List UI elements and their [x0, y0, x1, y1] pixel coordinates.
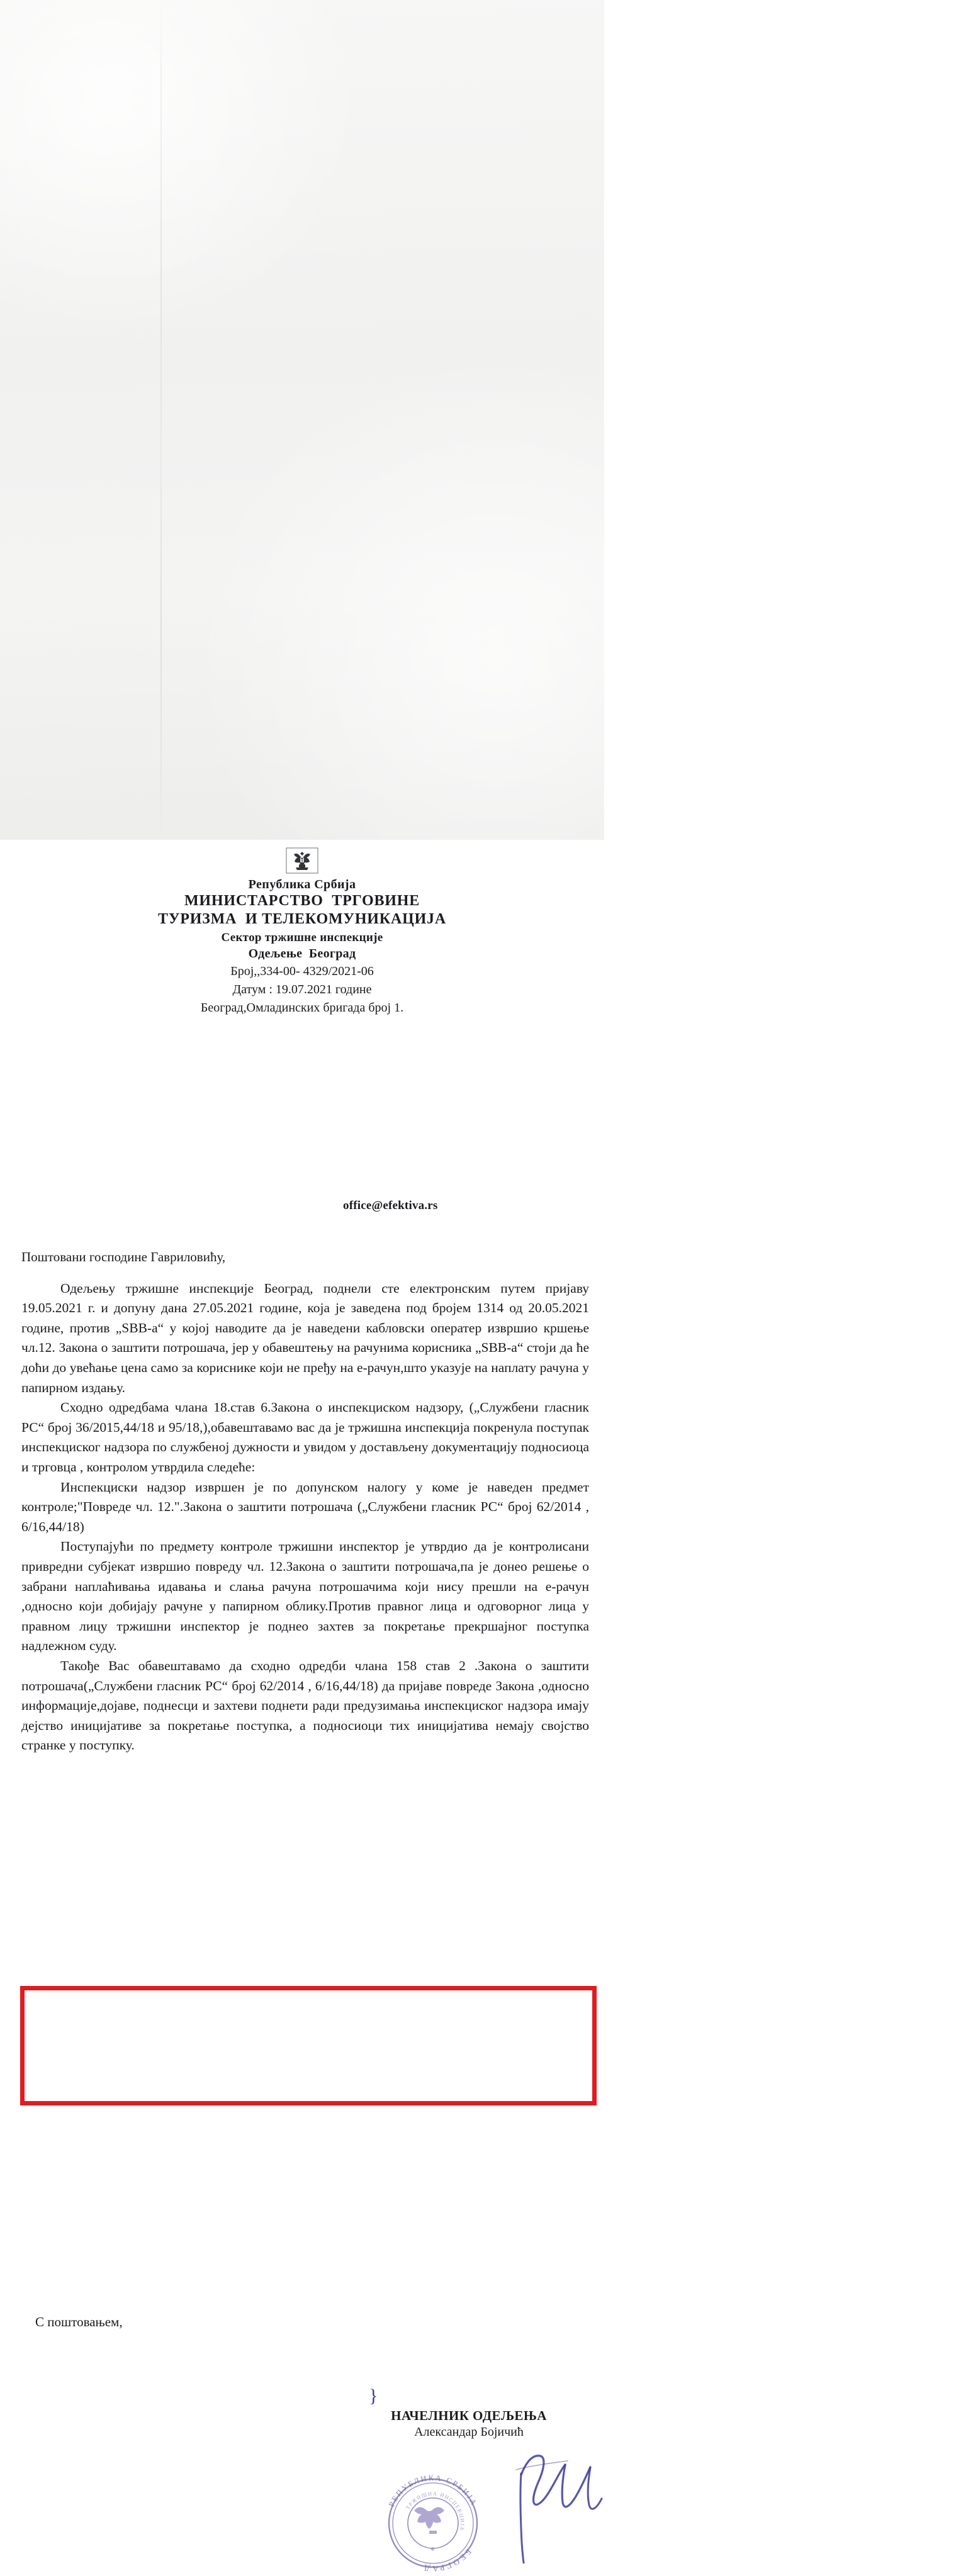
header-date: Датум : 19.07.2021 године: [232, 983, 372, 997]
recipient-email: office@efektiva.rs: [343, 1198, 438, 1212]
header-department: Одељење Београд: [248, 946, 356, 961]
header-republic: Република Србија: [248, 878, 356, 891]
header-sector: Сектор тржишне инспекције: [221, 930, 383, 944]
svg-text:✽: ✽: [430, 2546, 436, 2552]
paragraph-4-highlighted: Поступајући по предмету контроле тржишни инспектор је утврдио да је контролисани привредни субјекат извршио повреду чл. 12.Закона о заштити потрошача,па је донео решење о забрани наплаћивања идавања и слања рачуна потрошачима који нису прешли на е-рачун ,односно који добијају рачуне у папирном облику.Против правног лица и одговорног лица у правном лицу тржишни инспектор је поднео захтев за покретање прекршајног поступка надлежном суду.: [21, 1539, 589, 1654]
salutation: Поштовани господине Гавриловићу,: [21, 1249, 226, 1264]
paragraph-1: Одељењу тржишне инспекције Београд, поднели сте електронским путем пријаву 19.05.2021 г. и допуну дана 27.05.2021 године, која је заведена под бројем 1314 од 20.05.2021 године, против „SBB-a“ у којој наводите да је наведени кабловски оператер извршио кршење чл.12. Закона о заштити потрошача, јер у обавештењу на рачунима корисника „SBB-a“ стоји да ће доћи до увећање цена само за кориснике који не пређу на е-рачун,што указује на наплату рачуна у папирном издању.: [21, 1280, 589, 1395]
letter-body: [21, 1249, 589, 1756]
header-ministry-line-1: МИНИСТАРСТВО ТРГОВИНЕ: [184, 893, 420, 910]
header-address: Београд,Омладинских бригада број 1.: [200, 1001, 404, 1015]
header-reference-number: Број,,334-00- 4329/2021-06: [230, 964, 374, 979]
paragraph-3: Инспекциски надзор извршен је по допунском налогу у коме је наведен предмет контроле;"Повреде чл. 12.".Закона о заштити потрошача („Службени гласник РС“ број 62/2014 , 6/16,44/18): [21, 1479, 589, 1534]
signature-block: [378, 2408, 560, 2439]
handwritten-signature: [505, 2448, 631, 2565]
closing-salutation: С поштовањем,: [35, 2314, 123, 2329]
paragraph-2: Сходно одредбама члана 18.став 6.Закона о инспекциском надзору, („Службени гласник РС“ број 36/2015,44/18 и 95/18,),обавештавамо вас да је тржишна инспекција покренула поступак инспекциског надзора по службеној дужности и увидом у достављену документацију подносиоца и трговца , контролом утврдила следеће:: [21, 1400, 589, 1475]
serbian-coat-of-arms-icon: [286, 847, 318, 874]
official-round-stamp: [380, 2470, 486, 2576]
paper-fold-line: [160, 0, 162, 840]
paragraph-5: Такође Вас обавештавамо да сходно одредби члана 158 став 2 .Закона о заштити потрошача(„Службени гласник РС“ број 62/2014 , 6/16,44/18) да пријаве повреде Закона ,односно информације,дојаве, поднесци и захтеви поднети ради предузимања инспекциског надзора имају дејство иницијативе за покретање поступка, а подносиоци тих иницијатива немају својство странке у поступку.: [21, 1658, 589, 1753]
svg-text:ТРЖИШНА ИНСПЕКЦИЈА: ТРЖИШНА ИНСПЕКЦИЈА: [404, 2490, 466, 2532]
header-ministry-line-2: ТУРИЗМА И ТЕЛЕКОМУНИКАЦИЈА: [158, 911, 446, 928]
letterhead: [0, 840, 604, 1017]
signatory-title: НАЧЕЛНИК ОДЕЉЕЊА: [391, 2407, 547, 2423]
svg-text:БЕОГРАД: БЕОГРАД: [421, 2547, 474, 2574]
red-highlight-box: [20, 1986, 597, 2105]
svg-text:РЕПУБЛИКА СРБИЈА: РЕПУБЛИКА СРБИЈА: [386, 2473, 479, 2509]
signatory-name: Александар Бојичић: [414, 2424, 524, 2439]
signature-flourish-mark: }: [369, 2385, 378, 2406]
